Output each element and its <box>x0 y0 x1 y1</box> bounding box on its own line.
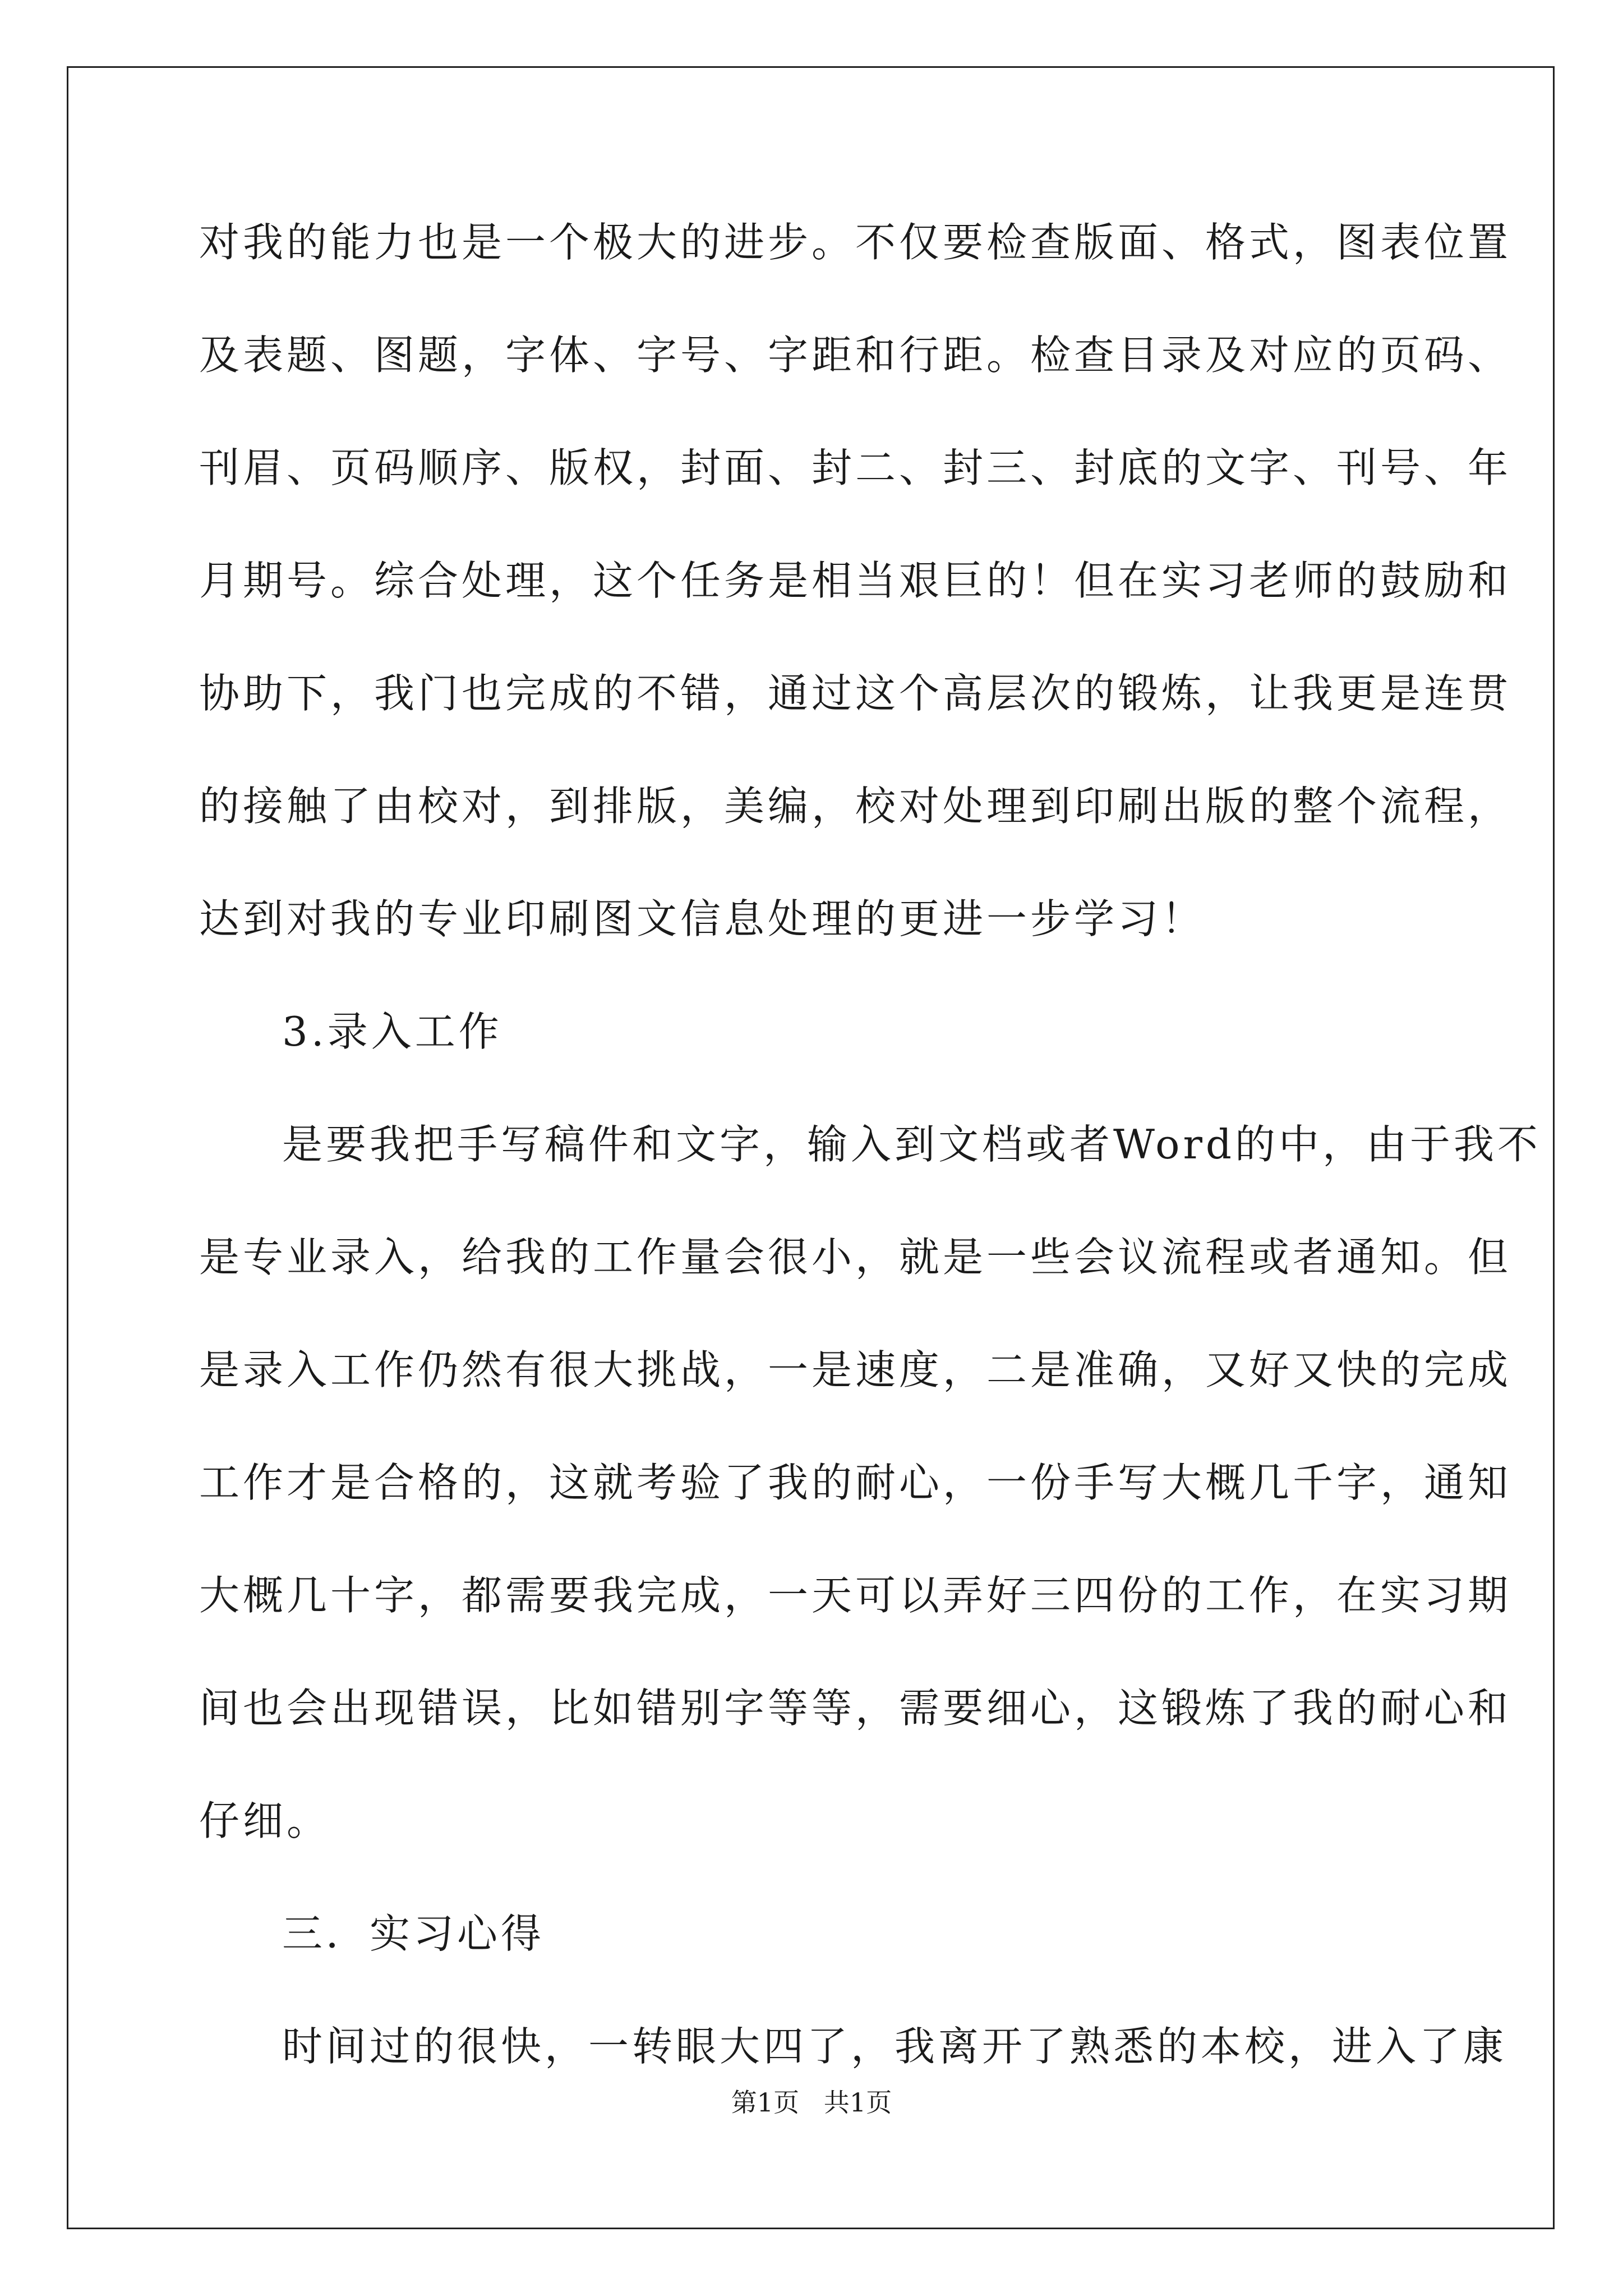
section-heading: 3.录入工作 <box>282 1008 502 1055</box>
paragraph-line: 时间过的很快，一转眼大四了，我离开了熟悉的本校，进入了康 <box>282 2023 1507 2070</box>
paragraph-line: 对我的能力也是一个极大的进步。不仅要检查版面、格式，图表位置 <box>199 219 1512 266</box>
paragraph-line: 协助下，我门也完成的不错，通过这个高层次的锻炼，让我更是连贯 <box>199 670 1512 717</box>
page-footer: 第1页 共1页 <box>731 2087 892 2118</box>
paragraph-line: 是要我把手写稿件和文字，输入到文档或者Word的中，由于我不 <box>282 1121 1541 1168</box>
paragraph-line: 是专业录入，给我的工作量会很小，就是一些会议流程或者通知。但 <box>199 1234 1512 1281</box>
paragraph-line: 工作才是合格的，这就考验了我的耐心，一份手写大概几千字，通知 <box>199 1459 1512 1506</box>
paragraph-line: 刊眉、页码顺序、版权，封面、封二、封三、封底的文字、刊号、年 <box>199 444 1512 491</box>
paragraph-line: 月期号。综合处理，这个任务是相当艰巨的！但在实习老师的鼓励和 <box>199 557 1512 604</box>
paragraph-line: 是录入工作仍然有很大挑战，一是速度，二是准确，又好又快的完成 <box>199 1346 1512 1393</box>
section-heading: 三．实习心得 <box>282 1910 545 1957</box>
paragraph-line: 的接触了由校对，到排版，美编，校对处理到印刷出版的整个流程， <box>199 783 1512 830</box>
paragraph-line: 及表题、图题，字体、字号、字距和行距。检查目录及对应的页码、 <box>199 332 1512 379</box>
paragraph-line: 仔细。 <box>199 1797 331 1844</box>
paragraph-line: 达到对我的专业印刷图文信息处理的更进一步学习！ <box>199 895 1206 942</box>
paragraph-line: 间也会出现错误，比如错别字等等，需要细心，这锻炼了我的耐心和 <box>199 1685 1512 1732</box>
paragraph-line: 大概几十字，都需要我完成，一天可以弄好三四份的工作，在实习期 <box>199 1572 1512 1619</box>
